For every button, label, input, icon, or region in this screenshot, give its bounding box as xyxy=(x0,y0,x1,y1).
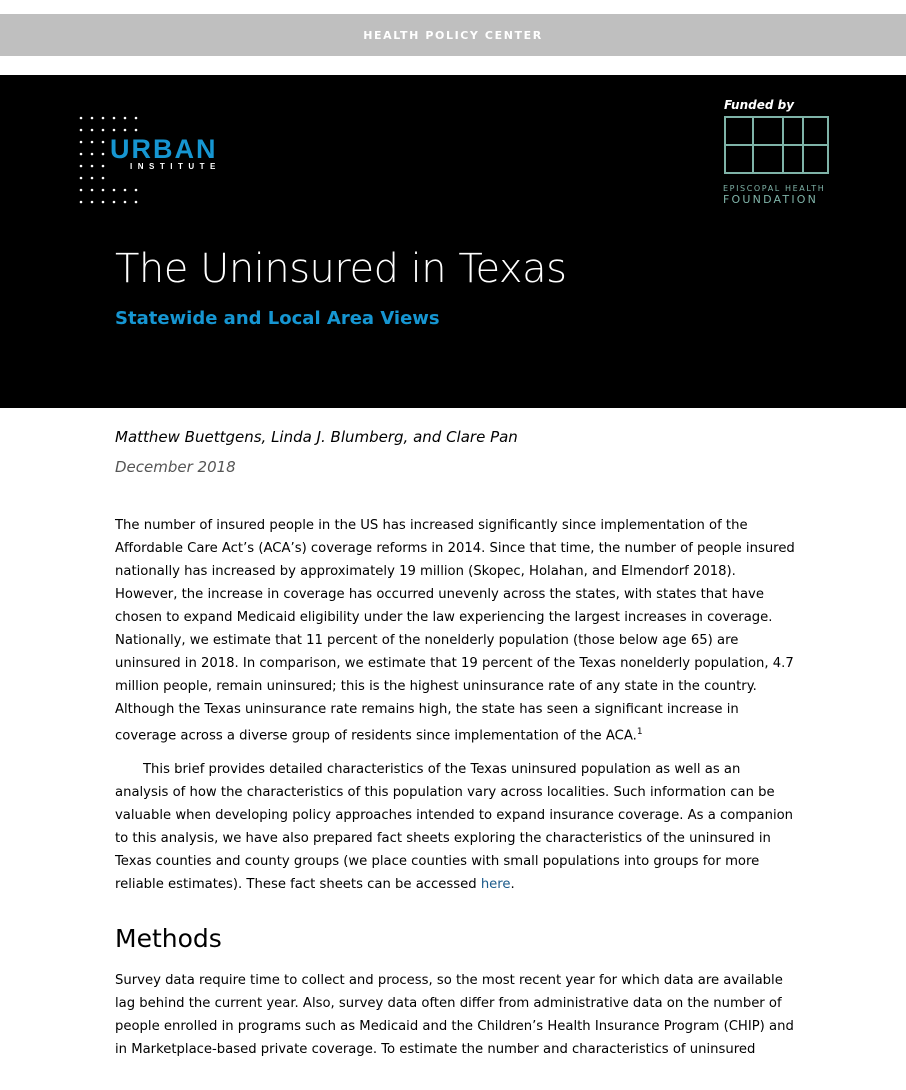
intro-paragraph-text: The number of insured people in the US has increased significantly since implementation of the Affordable Care Act’s (ACA’s) coverage reforms in 2014. Since that time, the number of people insured nationally has increased by approximately 19 million (Skopec, Holahan, and Elmendorf 2018). However, the increase in coverage has occurred unevenly across the states, with states that have chosen to expand Medicaid eligibility under the law experiencing the largest increases in coverage. Nationally, we estimate that 11 percent of the nonelderly population (those below age 65) are uninsured in 2018. In comparison, we estimate that 19 percent of the Texas nonelderly population, 4.7 million people, remain uninsured; this is the highest uninsurance rate of any state in the country. Although the Texas uninsurance rate remains high, the state has seen a significant increase in coverage across a diverse group of residents since implementation of the ACA. xyxy=(115,518,795,744)
center-label: HEALTH POLICY CENTER xyxy=(363,28,543,42)
methods-heading: Methods xyxy=(115,924,222,953)
page-title: The Uninsured in Texas xyxy=(115,246,567,292)
brief-paragraph-text: This brief provides detailed characteristics of the Texas uninsured population as well as an analysis of how the characteristics of this population vary across localities. Such information can be valuable when developing policy approaches intended to expand insurance coverage. As a companion to this analysis, we have also prepared fact sheets exploring the characteristics of the uninsured in Texas counties and county groups (we place counties with small populations into groups for more reliable estimates). These fact sheets can be accessed xyxy=(115,762,794,892)
funded-by-label: Funded by xyxy=(724,98,795,112)
intro-paragraph xyxy=(115,514,795,747)
page-subtitle: Statewide and Local Area Views xyxy=(115,308,440,329)
footnote-marker[interactable]: 1 xyxy=(636,727,643,737)
urban-institute-logo xyxy=(78,115,238,207)
header-bar xyxy=(0,14,906,56)
authors: Matthew Buettgens, Linda J. Blumberg, and Clare Pan xyxy=(115,428,518,446)
brief-paragraph-end: . xyxy=(510,877,515,892)
logo-word: URBAN xyxy=(110,134,218,164)
funder-name-line1: EPISCOPAL HEALTH xyxy=(723,184,826,193)
fact-sheets-link[interactable]: here xyxy=(480,877,511,892)
brief-paragraph xyxy=(115,758,795,896)
publication-date: December 2018 xyxy=(115,458,236,476)
funder-name-line2: FOUNDATION xyxy=(723,193,819,206)
methods-paragraph: Survey data require time to collect and process, so the most recent year for which data are available lag behind the current year. Also, survey data often differ from administrative data on the number of people enrolled in programs such as Medicaid and the Children’s Health Insurance Program (CHIP) and in Marketplace-based private coverage. To estimate the number and characteristics of uninsured xyxy=(115,973,794,1057)
logo-sub: INSTITUTE xyxy=(130,162,221,171)
